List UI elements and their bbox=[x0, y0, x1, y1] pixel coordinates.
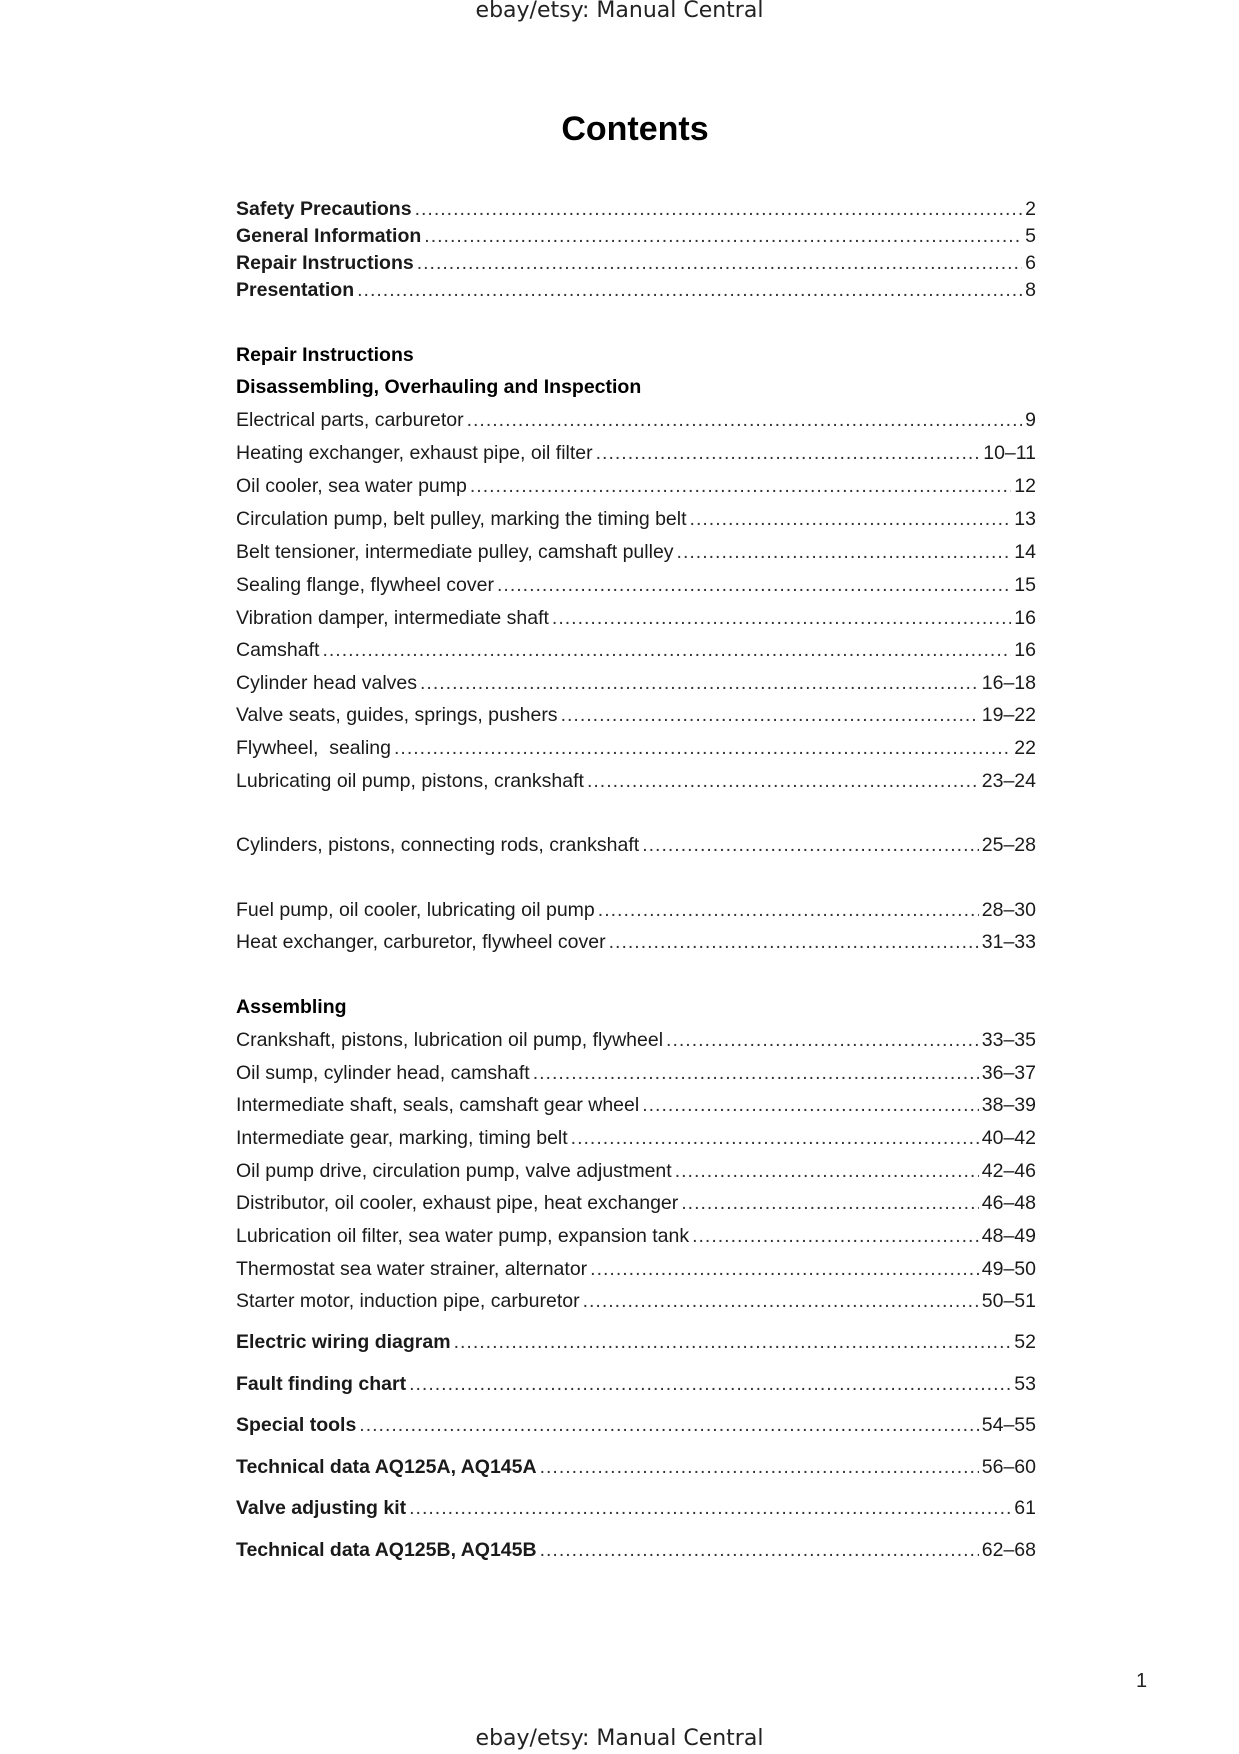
toc-entry-label: Circulation pump, belt pulley, marking the timing belt bbox=[236, 508, 687, 530]
dot-leader bbox=[540, 1454, 979, 1480]
toc-entry[interactable] bbox=[236, 605, 1036, 631]
toc-entry-page: 40–42 bbox=[981, 1127, 1036, 1149]
toc-entry-page: 33–35 bbox=[981, 1029, 1036, 1051]
toc-entry-page: 48–49 bbox=[981, 1225, 1036, 1247]
toc-entry[interactable] bbox=[236, 1190, 1036, 1216]
page-number: 1 bbox=[1136, 1670, 1148, 1692]
section-heading-disassembling: Disassembling, Overhauling and Inspection bbox=[236, 376, 642, 398]
toc-entry-label: Lubricating oil pump, pistons, crankshaft bbox=[236, 770, 584, 792]
toc-entry[interactable] bbox=[236, 832, 1036, 858]
toc-entry[interactable] bbox=[236, 506, 1036, 532]
toc-entry-label: Electric wiring diagram bbox=[236, 1331, 451, 1353]
toc-entry-page: 62–68 bbox=[981, 1539, 1036, 1561]
toc-entry[interactable] bbox=[236, 223, 1036, 249]
toc-entry-page: 46–48 bbox=[981, 1192, 1036, 1214]
dot-leader bbox=[598, 897, 979, 923]
toc-entry-label: Oil sump, cylinder head, camshaft bbox=[236, 1062, 530, 1084]
dot-leader bbox=[609, 929, 979, 955]
dot-leader bbox=[666, 1027, 979, 1053]
dot-leader bbox=[583, 1288, 979, 1314]
toc-entry-label: Repair Instructions bbox=[236, 252, 414, 274]
toc-entry-label: Lubrication oil filter, sea water pump, expansion tank bbox=[236, 1225, 690, 1247]
page-title: Contents bbox=[561, 110, 709, 148]
dot-leader bbox=[642, 832, 979, 858]
toc-entry-page: 15 bbox=[1014, 574, 1036, 596]
toc-entry-page: 54–55 bbox=[981, 1414, 1036, 1436]
dot-leader bbox=[454, 1329, 1012, 1355]
toc-entry-label: Distributor, oil cooler, exhaust pipe, heat exchanger bbox=[236, 1192, 679, 1214]
toc-entry[interactable] bbox=[236, 539, 1036, 565]
toc-entry[interactable] bbox=[236, 897, 1036, 923]
toc-entry-label: Cylinder head valves bbox=[236, 672, 418, 694]
toc-entry-page: 16–18 bbox=[981, 672, 1036, 694]
toc-entry-label: Technical data AQ125A, AQ145A bbox=[236, 1456, 537, 1478]
toc-entry-page: 6 bbox=[1025, 252, 1036, 274]
toc-entry[interactable] bbox=[236, 1125, 1036, 1151]
toc-entry-label: Intermediate shaft, seals, camshaft gear wheel bbox=[236, 1094, 640, 1116]
toc-entry-page: 38–39 bbox=[981, 1094, 1036, 1116]
toc-entry-page: 23–24 bbox=[981, 770, 1036, 792]
toc-entry-label: Heat exchanger, carburetor, flywheel cover bbox=[236, 931, 606, 953]
toc-entry[interactable] bbox=[236, 196, 1036, 222]
dot-leader bbox=[681, 1190, 979, 1216]
dot-leader bbox=[394, 735, 1011, 761]
toc-entry-page: 56–60 bbox=[981, 1456, 1036, 1478]
toc-entry[interactable] bbox=[236, 702, 1036, 728]
toc-entry-label: Sealing flange, flywheel cover bbox=[236, 574, 494, 596]
toc-entry-label: Belt tensioner, intermediate pulley, camshaft pulley bbox=[236, 541, 674, 563]
toc-entry-page: 25–28 bbox=[981, 834, 1036, 856]
toc-entry[interactable] bbox=[236, 1288, 1036, 1314]
toc-entry[interactable] bbox=[236, 768, 1036, 794]
toc-entry-label: Fault finding chart bbox=[236, 1373, 407, 1395]
toc-entry[interactable] bbox=[236, 1412, 1036, 1438]
toc-entry-label: Fuel pump, oil cooler, lubricating oil pump bbox=[236, 899, 595, 921]
dot-leader bbox=[467, 407, 1023, 433]
toc-entry-page: 13 bbox=[1014, 508, 1036, 530]
toc-entry[interactable] bbox=[236, 1454, 1036, 1480]
dot-leader bbox=[690, 506, 1012, 532]
section-heading-assembling: Assembling bbox=[236, 996, 347, 1018]
toc-entry[interactable] bbox=[236, 407, 1036, 433]
toc-entry[interactable] bbox=[236, 572, 1036, 598]
toc-entry-page: 8 bbox=[1025, 279, 1036, 301]
toc-entry-page: 19–22 bbox=[981, 704, 1036, 726]
section-heading-repair-instructions: Repair Instructions bbox=[236, 344, 414, 366]
toc-entry-label: Presentation bbox=[236, 279, 355, 301]
toc-entry[interactable] bbox=[236, 929, 1036, 955]
dot-leader bbox=[359, 1412, 978, 1438]
toc-entry-page: 9 bbox=[1025, 409, 1036, 431]
toc-entry[interactable] bbox=[236, 637, 1036, 663]
dot-leader bbox=[420, 670, 979, 696]
toc-entry-page: 28–30 bbox=[981, 899, 1036, 921]
toc-entry-page: 12 bbox=[1014, 475, 1036, 497]
toc-entry-page: 61 bbox=[1014, 1497, 1036, 1519]
footer-watermark: ebay/etsy: Manual Central bbox=[475, 1726, 764, 1751]
dot-leader bbox=[322, 637, 1011, 663]
dot-leader bbox=[587, 768, 979, 794]
dot-leader bbox=[497, 572, 1011, 598]
dot-leader bbox=[470, 473, 1011, 499]
dot-leader bbox=[677, 539, 1012, 565]
toc-entry-page: 52 bbox=[1014, 1331, 1036, 1353]
toc-entry[interactable] bbox=[236, 1256, 1036, 1282]
toc-entry-label: Vibration damper, intermediate shaft bbox=[236, 607, 549, 629]
toc-entry-page: 36–37 bbox=[981, 1062, 1036, 1084]
dot-leader bbox=[590, 1256, 979, 1282]
toc-entry-label: Cylinders, pistons, connecting rods, crankshaft bbox=[236, 834, 640, 856]
dot-leader bbox=[692, 1223, 979, 1249]
dot-leader bbox=[417, 250, 1022, 276]
toc-entry-label: Oil pump drive, circulation pump, valve adjustment bbox=[236, 1160, 672, 1182]
dot-leader bbox=[596, 440, 981, 466]
toc-entry-page: 5 bbox=[1025, 225, 1036, 247]
dot-leader bbox=[409, 1495, 1011, 1521]
dot-leader bbox=[409, 1371, 1011, 1397]
toc-entry-page: 2 bbox=[1025, 198, 1036, 220]
toc-entry-label: Technical data AQ125B, AQ145B bbox=[236, 1539, 537, 1561]
toc-entry-page: 53 bbox=[1014, 1373, 1036, 1395]
toc-entry-label: Special tools bbox=[236, 1414, 357, 1436]
header-watermark: ebay/etsy: Manual Central bbox=[475, 0, 764, 23]
toc-entry-label: Thermostat sea water strainer, alternator bbox=[236, 1258, 588, 1280]
toc-entry[interactable] bbox=[236, 1092, 1036, 1118]
toc-entry[interactable] bbox=[236, 277, 1036, 303]
toc-entry[interactable] bbox=[236, 1537, 1036, 1563]
toc-entry-label: Valve adjusting kit bbox=[236, 1497, 407, 1519]
toc-entry-page: 49–50 bbox=[981, 1258, 1036, 1280]
toc-entry-page: 16 bbox=[1014, 639, 1036, 661]
toc-entry[interactable] bbox=[236, 670, 1036, 696]
dot-leader bbox=[540, 1537, 979, 1563]
dot-leader bbox=[533, 1060, 979, 1086]
toc-entry-label: Camshaft bbox=[236, 639, 320, 661]
toc-entry[interactable] bbox=[236, 1158, 1036, 1184]
toc-entry-page: 16 bbox=[1014, 607, 1036, 629]
toc-entry-label: Crankshaft, pistons, lubrication oil pump, flywheel bbox=[236, 1029, 664, 1051]
toc-entry-label: Valve seats, guides, springs, pushers bbox=[236, 704, 558, 726]
dot-leader bbox=[552, 605, 1011, 631]
dot-leader bbox=[571, 1125, 979, 1151]
toc-entry-page: 14 bbox=[1014, 541, 1036, 563]
toc-entry[interactable] bbox=[236, 250, 1036, 276]
toc-entry[interactable] bbox=[236, 1223, 1036, 1249]
toc-entry-label: Heating exchanger, exhaust pipe, oil filter bbox=[236, 442, 593, 464]
toc-entry[interactable] bbox=[236, 735, 1036, 761]
toc-entry-label: Starter motor, induction pipe, carburetor bbox=[236, 1290, 580, 1312]
toc-entry[interactable] bbox=[236, 1371, 1036, 1397]
toc-entry-page: 50–51 bbox=[981, 1290, 1036, 1312]
dot-leader bbox=[357, 277, 1022, 303]
toc-entry-label: Intermediate gear, marking, timing belt bbox=[236, 1127, 568, 1149]
dot-leader bbox=[415, 196, 1023, 222]
toc-entry-label: Flywheel, sealing bbox=[236, 737, 391, 759]
toc-entry[interactable] bbox=[236, 1329, 1036, 1355]
toc-entry-label: Electrical parts, carburetor bbox=[236, 409, 464, 431]
dot-leader bbox=[561, 702, 979, 728]
toc-entry-label: Oil cooler, sea water pump bbox=[236, 475, 467, 497]
dot-leader bbox=[642, 1092, 979, 1118]
dot-leader bbox=[675, 1158, 979, 1184]
toc-entry[interactable] bbox=[236, 473, 1036, 499]
toc-entry-page: 42–46 bbox=[981, 1160, 1036, 1182]
toc-entry[interactable] bbox=[236, 1495, 1036, 1521]
toc-entry-label: Safety Precautions bbox=[236, 198, 412, 220]
toc-entry-page: 10–11 bbox=[983, 442, 1036, 464]
toc-entry-page: 22 bbox=[1014, 737, 1036, 759]
toc-entry-page: 31–33 bbox=[981, 931, 1036, 953]
toc-entry-label: General Information bbox=[236, 225, 422, 247]
dot-leader bbox=[424, 223, 1022, 249]
toc-entry[interactable] bbox=[236, 1060, 1036, 1086]
toc-entry[interactable] bbox=[236, 440, 1036, 466]
toc-entry[interactable] bbox=[236, 1027, 1036, 1053]
